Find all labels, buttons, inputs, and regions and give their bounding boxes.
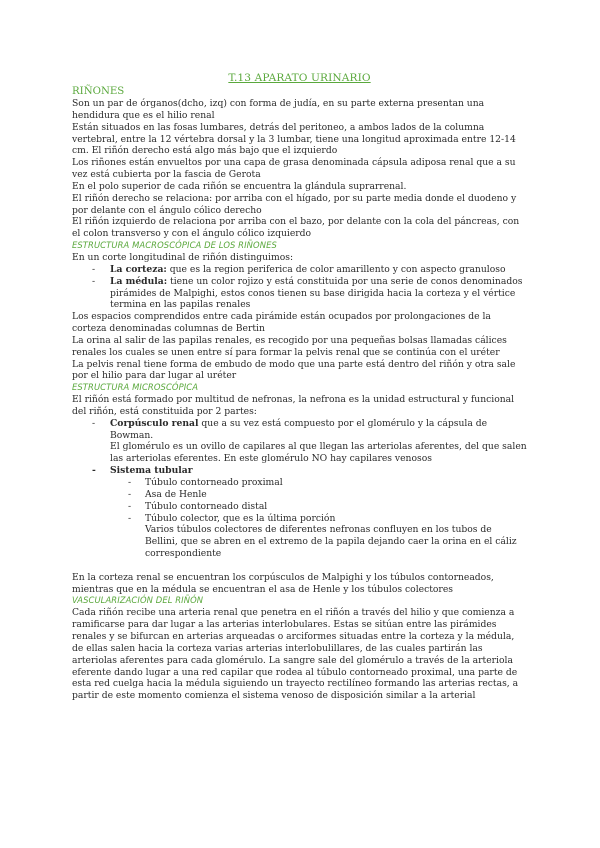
paragraph: En un corte longitudinal de riñón distinguimos: (72, 251, 294, 263)
paragraph: La pelvis renal tiene forma de embudo de modo que una parte está dentro del riñón y otra sale por el hilio para dar lugar al uréter (72, 358, 516, 382)
tubular-sublist (110, 477, 527, 560)
term: Corpúsculo renal (110, 417, 199, 429)
sublist-item: - Túbulo contorneado distal (128, 501, 527, 513)
paragraph: Están situados en las fosas lumbares, detrás del peritoneo, a ambos lados de la columna vertebral, entre la 12 vértebra dorsal y la 3 lumbar, tiene una longitud aproximada entre 12-14 cm. El riñón derecho está algo más bajo que el izquierdo (72, 121, 516, 157)
term-text: tiene un color rojizo y está constituida por una serie de conos denominados pirámides de Malpighi, estos conos tienen su base dirigida hacia la corteza y el vértice termina en las papilas renales (110, 275, 523, 311)
paragraph: Los riñones están envueltos por una capa de grasa denominada cápsula adiposa renal que a su vez está cubierta por la fascia de Gerota (72, 157, 516, 181)
page-title: T.13 APARATO URINARIO (228, 72, 371, 84)
macro-list (72, 264, 527, 311)
sublist-item: - Túbulo contorneado proximal (128, 477, 527, 489)
paragraph: El riñón está formado por multitud de nefronas, la nefrona es la unidad estructural y funcional del riñón, está constituida por 2 partes: (72, 394, 515, 417)
paragraph: Son un par de órganos(dcho, izq) con forma de judía, en su parte externa presentan una hendidura que es el hilio renal (72, 98, 485, 121)
list-item (92, 465, 527, 560)
sublist-item: - Asa de Henle (128, 489, 527, 501)
micro-list (72, 418, 527, 560)
document-page (72, 72, 527, 702)
section-heading-vasc: VASCULARIZACIÓN DEL RIÑÓN (72, 595, 204, 606)
sublist-item (128, 513, 527, 560)
paragraph: El riñón derecho se relaciona: por arriba con el hígado, por su parte media donde el duodeno y por delante con el ángulo cólico derecho (72, 192, 517, 216)
term-text: que a su vez está compuesto por el glomérulo y la cápsula de Bowman. (110, 417, 488, 441)
section-heading-rinones: RIÑONES (72, 86, 125, 97)
term: Sistema tubular (110, 465, 193, 477)
list-item (92, 264, 527, 276)
section-heading-macro: ESTRUCTURA MACROSCÓPICA DE LOS RIÑONES (72, 240, 277, 251)
paragraph: Cada riñón recibe una arteria renal que penetra en el riñón a través del hilio y que comienza a ramificarse para dar lugar a las arterias interlobulares. Estas se sitúan entre las pirámides renales y se bifurcan en arterias arqueadas o arciformes situadas entre la corteza y la médula, de ellas salen hacia la corteza varias arterias interlobulillares, de las cuales partirán las arteriolas aferentes para cada glomérulo. La sangre sale del glomérulo a través de la arteriola eferente dando lugar a una red capilar que rodea al túbulo contorneado proximal, una parte de esta red cuelga hacia la médula siguiendo un trayecto rectilíneo formando las arterias rectas, a partir de este momento comienza el sistema venoso de disposición similar a la arterial (72, 607, 519, 702)
term: La médula: (110, 275, 168, 287)
sublist-detail: Varios túbulos colectores de diferentes nefronas confluyen en los tubos de Bellini, que se abren en el extremo de la papila dejando caer la orina en el cáliz correspondiente (145, 524, 517, 560)
paragraph: En la corteza renal se encuentran los corpúsculos de Malpighi y los túbulos contorneados, mientras que en la médula se encuentran el asa de Henle y los túbulos colectores (72, 571, 494, 595)
paragraph: En el polo superior de cada riñón se encuentra la glándula suprarrenal. (72, 180, 407, 192)
term-detail: El glomérulo es un ovillo de capilares al que llegan las arteriolas aferentes, del que salen las arteriolas eferentes. En este glomérulo NO hay capilares venosos (110, 441, 527, 465)
term-text: que es la region periferica de color amarillento y con aspecto granuloso (166, 263, 506, 275)
list-item (92, 276, 527, 312)
term: La corteza: (110, 263, 167, 275)
sublist-item-text: Túbulo colector, que es la última porción (145, 512, 336, 524)
paragraph: El riñón izquierdo de relaciona por arriba con el bazo, por delante con la cola del páncreas, con el colon transverso y con el ángulo cólico izquierdo (72, 216, 520, 240)
paragraph: Los espacios comprendidos entre cada pirámide están ocupados por prolongaciones de la corteza denominadas columnas de Bertin (72, 311, 491, 335)
list-item (92, 418, 527, 465)
section-heading-micro: ESTRUCTURA MICROSCÓPICA (72, 382, 199, 393)
paragraph: La orina al salir de las papilas renales, es recogido por una pequeñas bolsas llamadas cálices renales los cuales se unen entre sí para formar la pelvis renal que se continúa con el uréter (72, 334, 507, 358)
